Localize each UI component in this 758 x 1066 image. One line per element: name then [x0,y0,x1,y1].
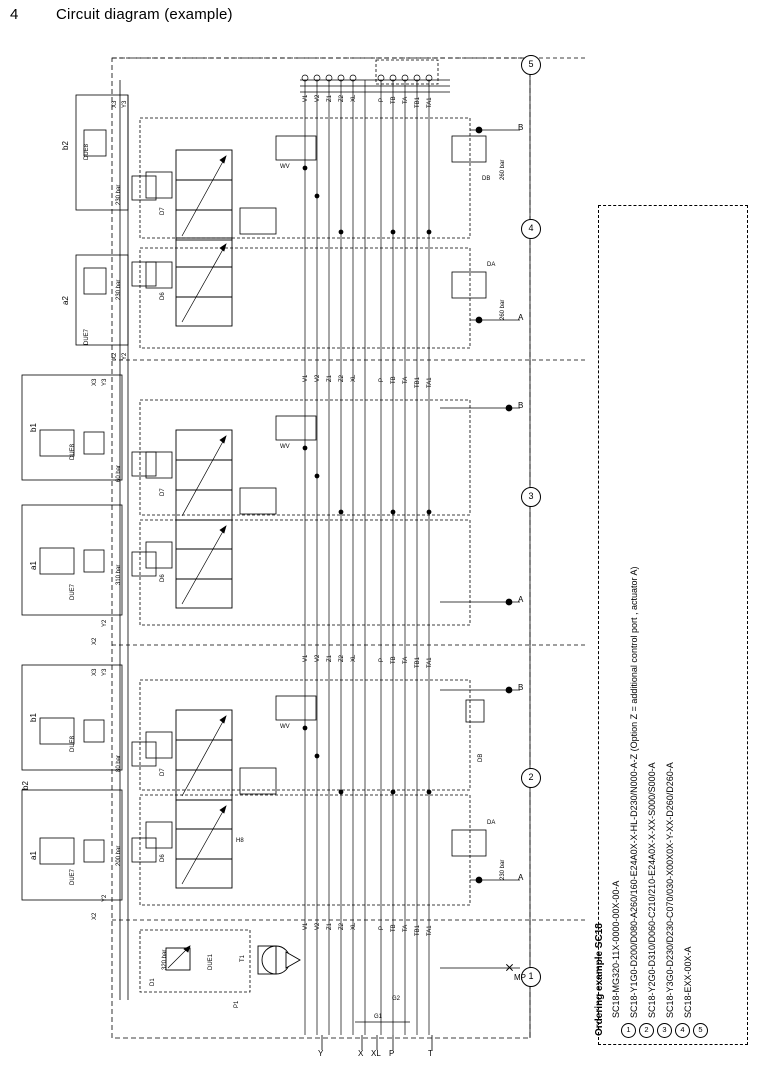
section-marker-3: 3 [521,487,541,507]
valve-label-d6-sec4: D6 [160,292,166,300]
port-label-t1-sec1: T1 [240,954,246,962]
bus-label-xl-top: XL [351,94,357,102]
bus-label-v1-r2: V1 [303,374,309,382]
actuator-label-b1-sec3: b1 [29,423,38,432]
bus-label-v2-top: V2 [315,94,321,102]
port-label-b-sec3: B [518,401,524,410]
db-label-sec4: DB [482,176,491,182]
bus-label-p-r2: P [379,377,385,382]
port-label-p1-sec1: P1 [234,1000,240,1008]
terminal-label-y2-sec4: Y2 [122,352,128,360]
solenoid-label-due8-sec3: DUE8 [70,443,76,460]
bus-label-ta1-top: TA1 [427,97,433,108]
bus-label-v1-r3: V1 [303,654,309,662]
bus-label-tb1-bot: TB1 [415,924,421,936]
actuator-label-a1-sec3: a1 [29,561,38,570]
solenoid-label-due8-sec2: DUE8 [70,735,76,752]
page-title-number: 4 [10,6,19,23]
terminal-label-x3-sec3: X3 [92,378,98,386]
bus-label-v2-r3: V2 [315,654,321,662]
solenoid-label-due7-sec2: DUE7 [70,868,76,885]
terminal-label-y2-sec2: Y2 [102,894,108,902]
solenoid-label-due7-sec4: DUE7 [84,328,90,345]
port-label-g1: G1 [374,1014,383,1020]
terminal-label-x2-sec2: X2 [92,912,98,920]
ordering-item-1: SC18-MG320-11X-0000-00X-00-A [611,880,621,1018]
bus-label-z1-bot: Z1 [327,922,333,930]
section-marker-2: 2 [521,768,541,788]
port-label-p: P [389,1049,395,1058]
port-label-x: X [358,1049,364,1058]
bus-label-ta-r3: TA [403,656,409,664]
h8-label-sec2: H8 [236,838,244,844]
valve-label-d1-sec1: D1 [150,978,156,986]
bus-label-ta-top: TA [403,96,409,104]
bus-label-z1-r2: Z1 [327,374,333,382]
port-label-mp: MP [514,973,526,982]
valve-label-d7-sec4: D7 [160,207,166,215]
da-label-sec2: DA [487,820,496,826]
bus-label-tb-r2: TB [391,376,397,384]
bus-label-z2-r3: Z2 [339,654,345,662]
solenoid-label-due8-sec4: DUE8 [84,143,90,160]
bus-label-z2-top: Z2 [339,94,345,102]
relief-label-230bar-sec2: 230 bar [500,859,506,880]
valve-label-d7-sec2: D7 [160,768,166,776]
port-label-a-sec3: A [518,595,524,604]
section-marker-5: 5 [521,55,541,75]
bus-label-ta-bot: TA [403,924,409,932]
ordering-bullet-4: 4 [675,1023,690,1038]
wv-label-sec4: WV [280,164,290,170]
pressure-label-310bar-sec3: 310 bar [116,564,122,585]
mp-test-point-icon [505,963,514,972]
bus-label-ta1-r3: TA1 [427,657,433,668]
wv-label-sec2: WV [280,724,290,730]
wv-label-sec3: WV [280,444,290,450]
bus-label-v2-bot: V2 [315,922,321,930]
bus-label-tb-bot: TB [391,924,397,932]
valve-label-d6-sec3: D6 [160,574,166,582]
bus-label-xl-r3: XL [351,654,357,662]
actuator-label-b2-sec2: b2 [21,781,30,790]
page-title-text: Circuit diagram (example) [56,6,233,23]
ordering-item-4: SC18-Y3G0-D230/D230-C070/030-X00X0X-Y-XX-D260/D260-A [665,762,675,1018]
relief-label-260bar-top-sec4: 260 bar [500,159,506,180]
port-label-xl: XL [371,1049,381,1058]
solenoid-label-due7-sec3: DUE7 [70,583,76,600]
bus-label-p-top: P [379,97,385,102]
pressure-label-80bar-sec2: 80 bar [116,754,122,772]
pressure-label-60bar-sec3: 60 bar [116,464,122,482]
ordering-item-2: SC18-Y1G0-D200/D080-A260/160-E24A0X-X-HL-D230/N000-A-Z (Option Z = additional control port , actuator A) [629,566,639,1018]
bus-label-z2-r2: Z2 [339,374,345,382]
bus-label-ta-r2: TA [403,376,409,384]
ordering-item-5: SC18-EXX-00X-A [683,946,693,1018]
valve-label-d7-sec3: D7 [160,488,166,496]
port-label-t: T [428,1049,433,1058]
bus-label-v1-top: V1 [303,94,309,102]
section-marker-1: 1 [521,967,541,987]
port-label-b-sec2: B [518,683,524,692]
port-label-b-sec5: B [518,123,524,132]
terminal-label-x2-sec4: X2 [112,352,118,360]
bus-label-ta1-bot: TA1 [427,925,433,936]
bus-label-p-r3: P [379,657,385,662]
bus-label-tb1-r2: TB1 [415,376,421,388]
port-label-g2: G2 [392,996,401,1002]
terminal-label-x2-sec3: X2 [92,637,98,645]
terminal-label-y3-sec2: Y3 [102,668,108,676]
ordering-item-3: SC18-Y2G0-D310/D060-C210/210-E24A0X-X-XX-S000/S000-A [647,762,657,1018]
bus-label-v1-bot: V1 [303,922,309,930]
page-title [10,6,233,23]
terminal-label-y2-sec3: Y2 [102,619,108,627]
bus-label-tb-r3: TB [391,656,397,664]
bus-label-xl-r2: XL [351,374,357,382]
bus-label-ta1-r2: TA1 [427,377,433,388]
terminal-label-y3-sec5: Y3 [122,100,128,108]
bus-label-tb-top: TB [391,96,397,104]
ordering-bullet-2: 2 [639,1023,654,1038]
actuator-label-b2-sec4: b2 [61,141,70,150]
terminal-label-x3-sec5: X3 [112,100,118,108]
valve-label-d6-sec2: D6 [160,854,166,862]
ordering-example-title: Ordering example SC18 [594,923,605,1036]
ordering-example-panel [594,205,748,1045]
pressure-label-230bar-top-sec4: 230 bar [116,184,122,205]
ordering-bullet-3: 3 [657,1023,672,1038]
relief-label-260bar-bottom-sec4: 260 bar [500,299,506,320]
da-label-sec4: DA [487,262,496,268]
bus-label-v2-r2: V2 [315,374,321,382]
bus-label-xl-bot: XL [351,922,357,930]
bus-label-z2-bot: Z2 [339,922,345,930]
solenoid-label-due1-sec1: DUE1 [208,953,214,970]
terminal-label-y3-sec3: Y3 [102,378,108,386]
ordering-bullet-5: 5 [693,1023,708,1038]
db-label-sec2: DB [478,753,484,762]
actuator-label-b1-sec2: b1 [29,713,38,722]
actuator-label-a2-sec4: a2 [61,296,70,305]
pressure-label-230bar-bottom-sec4: 230 bar [116,279,122,300]
bus-label-tb1-top: TB1 [415,96,421,108]
port-label-a-sec4: A [518,313,524,322]
port-label-y: Y [318,1049,324,1058]
bus-label-z1-r3: Z1 [327,654,333,662]
ordering-bullet-1: 1 [621,1023,636,1038]
bus-label-tb1-r3: TB1 [415,656,421,668]
bus-label-p-bot: P [379,925,385,930]
bus-label-z1-top: Z1 [327,94,333,102]
port-label-a-sec2: A [518,873,524,882]
pressure-label-320bar-sec1: 320 bar [162,949,168,970]
actuator-label-a1-sec2: a1 [29,851,38,860]
pressure-label-200bar-sec2: 200 bar [116,845,122,866]
section-marker-4: 4 [521,219,541,239]
terminal-label-x3-sec2: X3 [92,668,98,676]
